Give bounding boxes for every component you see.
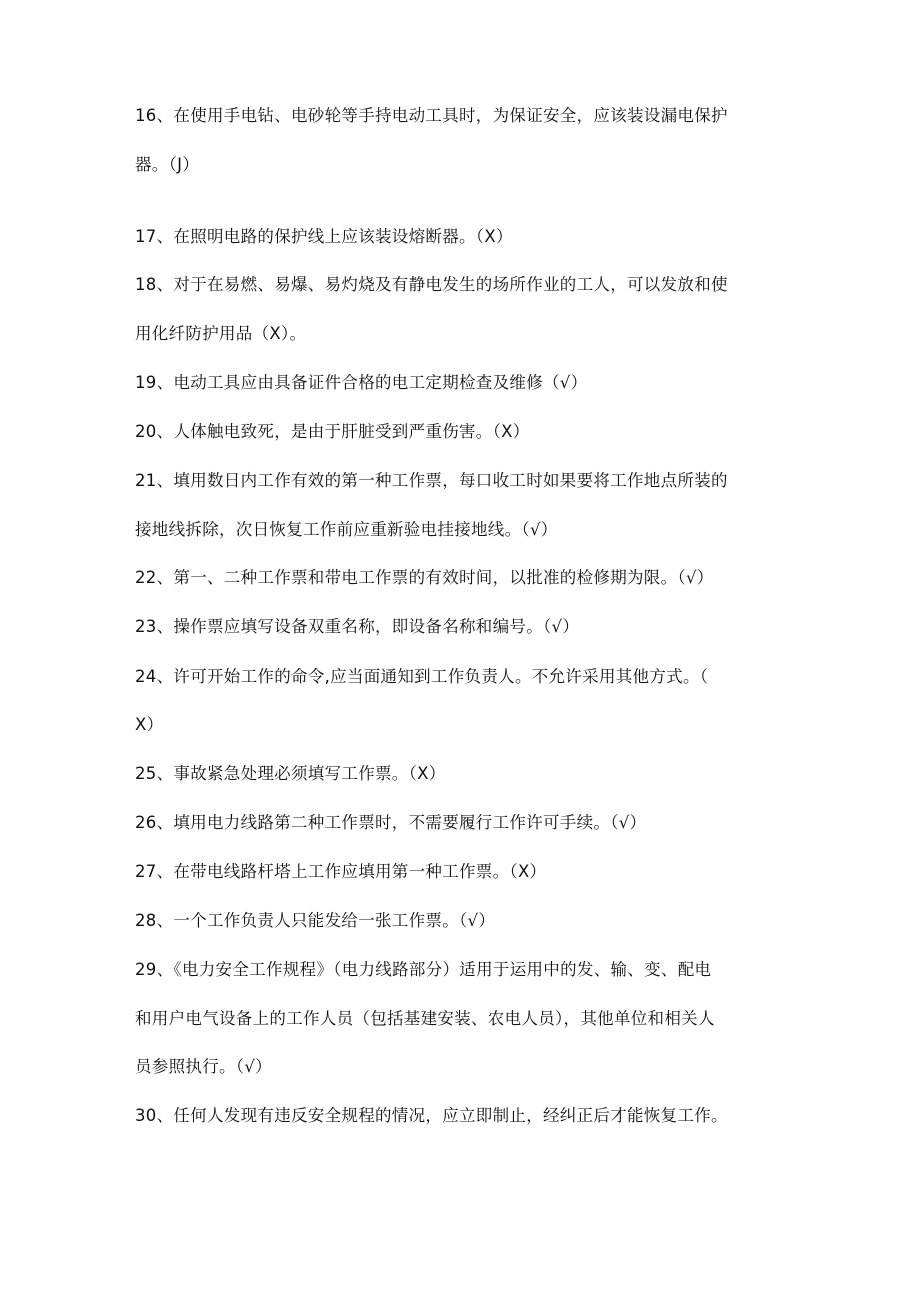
- item-19: 19、电动工具应由具备证件合格的电工定期检查及维修（√）: [135, 373, 588, 392]
- item-27: 27、在带电线路杆塔上工作应填用第一种工作票。（X）: [135, 862, 547, 881]
- item-23: 23、操作票应填写设备双重名称，即设备名称和编号。（√）: [135, 617, 580, 636]
- item-29-line-2: 和用户电气设备上的工作人员（包括基建安装、农电人员），其他单位和相关人: [135, 1009, 715, 1028]
- item-17: 17、在照明电路的保护线上应该装设熔断器。（X）: [135, 227, 513, 246]
- item-20: 20、人体触电致死，是由于肝脏受到严重伤害。（X）: [135, 422, 530, 441]
- item-18-line-2: 用化纤防护用品（X）。: [135, 324, 307, 343]
- item-29-line-3: 员参照执行。（√）: [135, 1057, 272, 1076]
- item-29-line-1: 29、《电力安全工作规程》（电力线路部分）适用于运用中的发、输、变、配电: [135, 960, 712, 979]
- item-25: 25、事故紧急处理必须填写工作票。（X）: [135, 764, 446, 783]
- item-24-line-1: 24、许可开始工作的命令,应当面通知到工作负责人。不允许采用其他方式。（: [135, 667, 709, 686]
- item-21-line-2: 接地线拆除，次日恢复工作前应重新验电挂接地线。（√）: [135, 520, 558, 539]
- item-30: 30、任何人发现有违反安全规程的情况，应立即制止，经纠正后才能恢复工作。: [135, 1106, 728, 1125]
- item-21-line-1: 21、填用数日内工作有效的第一种工作票，每口收工时如果要将工作地点所装的: [135, 471, 728, 490]
- item-22: 22、第一、二种工作票和带电工作票的有效时间，以批准的检修期为限。（√）: [135, 568, 714, 587]
- item-28: 28、一个工作负责人只能发给一张工作票。（√）: [135, 911, 496, 930]
- item-16-line-1: 16、在使用手电钻、电砂轮等手持电动工具时，为保证安全，应该装设漏电保护: [135, 106, 728, 125]
- item-18-line-1: 18、对于在易燃、易爆、易灼烧及有静电发生的场所作业的工人，可以发放和使: [135, 275, 728, 294]
- item-16-line-2: 器。（J）: [135, 155, 200, 174]
- item-26: 26、填用电力线路第二种工作票时，不需要履行工作许可手续。（√）: [135, 813, 647, 832]
- item-24-line-2: X）: [135, 715, 164, 734]
